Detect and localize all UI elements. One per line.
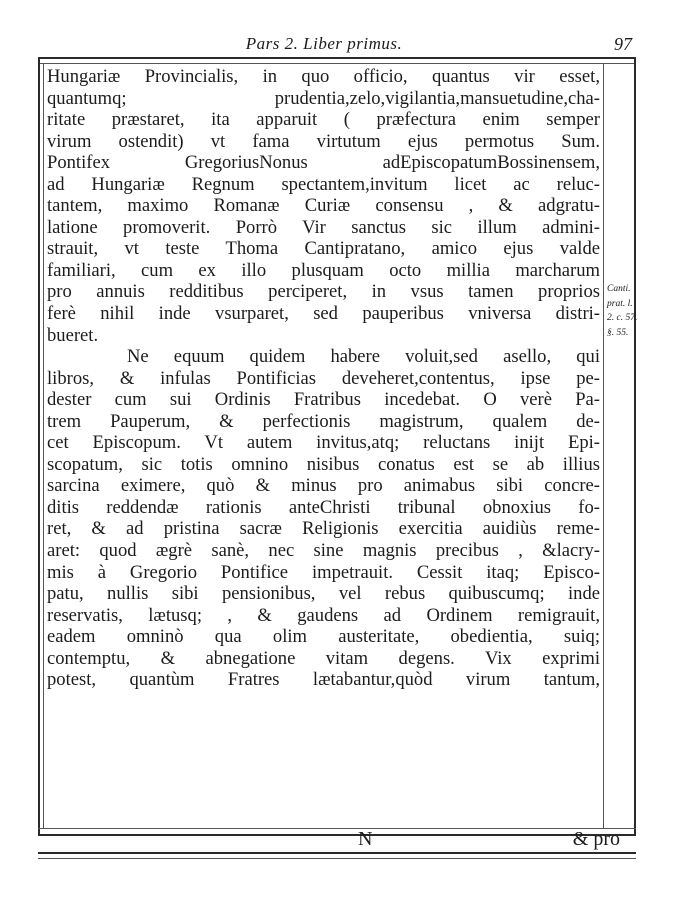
text-line: pro annuis redditibus perciperet, in vsus tamen proprios (47, 281, 600, 303)
text-line: ad Hungariæ Regnum spectantem,invitum licet ac reluc- (47, 173, 600, 195)
text-line: familiari, cum ex illo plusquam octo millia marcharum (47, 259, 600, 281)
margin-note-line: 2. c. 57. (607, 313, 638, 323)
running-head: Pars 2. Liber primus. (245, 34, 403, 53)
marginal-citation (607, 282, 638, 340)
page-number: 97 (614, 34, 632, 54)
text-line: dester cum sui Ordinis Fratribus incedebat. O verè Pa- (47, 389, 600, 411)
page-header (44, 30, 634, 56)
text-line: patu, nullis sibi pensionibus, vel rebus quibuscumq; inde (47, 583, 600, 605)
margin-note-line: prat. l. (607, 298, 633, 309)
margin-note-line: §. 55. (607, 327, 629, 338)
frame-rule (43, 63, 44, 829)
text-line: contemptu, & abnegatione vitam degens. Vix exprimi (47, 647, 600, 669)
text-line: quantumq; prudentia,zelo,vigilantia,mansuetudine,cha- (47, 87, 600, 109)
text-line: mis à Gregorio Pontifice impetrauit. Cessit itaq; Episco- (47, 561, 600, 583)
text-line: eadem omninò qua olim austeritate, obedientia, suiq; (47, 626, 600, 648)
signature-mark: N (358, 828, 373, 850)
text-line: reservatis, lætusq; , & gaudens ad Ordinem remigrauit, (47, 604, 600, 626)
frame-rule (38, 57, 40, 835)
margin-note-line: Canti. (607, 284, 631, 294)
frame-rule (634, 57, 636, 835)
text-line: libros, & infulas Pontificias deveheret,contentus, ipse pe- (47, 367, 600, 389)
page-footer (44, 828, 634, 852)
text-line: potest, quantùm Fratres lætabantur,quòd virum tantum, (47, 669, 600, 691)
text-line: trem Pauperum, & perfectionis magistrum, qualem de- (47, 410, 600, 432)
text-line: Hungariæ Provincialis, in quo officio, quantus vir esset, (47, 66, 600, 87)
text-line: cet Episcopum. Vt autem invitus,atq; reluctans inijt Epi- (47, 432, 600, 454)
text-line: ditis reddendæ rationis anteChristi tribunal obnoxius fo- (47, 496, 600, 518)
text-line: ferè nihil inde vsurparet, sed pauperibus vniversa distri- (47, 303, 600, 325)
text-line: sarcina eximere, quò & minus pro animabus sibi concre- (47, 475, 600, 497)
text-line: strauit, vt teste Thoma Cantipratano, amico ejus valde (47, 238, 600, 260)
catchword: & pro (572, 828, 620, 850)
text-line: ret, & ad pristina sacræ Religionis exercitia auidiùs reme- (47, 518, 600, 540)
text-line: latione promoverit. Porrò Vir sanctus sic illum admini- (47, 216, 600, 238)
text-line: scopatum, sic totis omnino nisibus conatus est se ab illius (47, 453, 600, 475)
frame-rule (38, 57, 636, 59)
text-line: tantem, maximo Romanæ Curiæ consensu , & adgratu- (47, 195, 600, 217)
text-line: ritate præstaret, ita apparuit ( præfectura enim semper (47, 109, 600, 131)
text-line: Pontifex GregoriusNonus adEpiscopatumBossinensem, (47, 152, 600, 174)
text-line: bueret. (47, 324, 99, 346)
text-line: virum ostendit) vt fama virtutum ejus permotus Sum. (47, 130, 600, 152)
frame-rule (603, 63, 604, 829)
frame-rule (38, 63, 636, 64)
frame-rule (38, 858, 636, 859)
frame-rule (38, 852, 636, 854)
body-text (47, 66, 600, 691)
frame-rule (38, 828, 636, 829)
text-line: aret: quod ægrè sanè, nec sine magnis precibus , &lacry- (47, 540, 600, 562)
text-line: Ne equum quidem habere voluit,sed asello, qui (127, 346, 600, 368)
